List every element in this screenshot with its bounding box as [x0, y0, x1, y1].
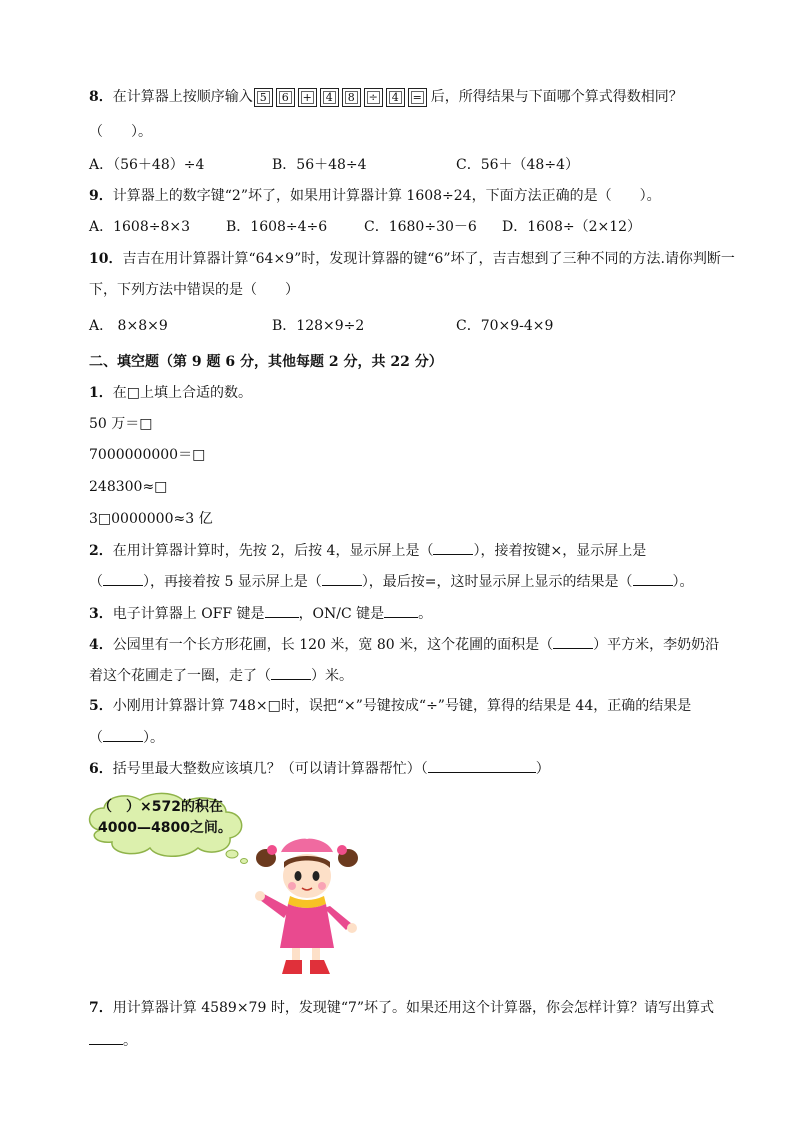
f5-text: 小刚用计算器计算 748×□时，误把“×”号键按成“÷”号键，算得的结果是 44，正确的结果是: [112, 698, 692, 714]
f7-number: 7．: [89, 1000, 113, 1016]
answer-blank[interactable]: [271, 665, 311, 680]
q8-key-sequence: [254, 88, 430, 107]
f1-item: 7000000000＝□: [89, 447, 206, 463]
f6-line: [89, 758, 550, 779]
q10-text-1: 吉吉在用计算器计算“64×9”时，发现计算器的键“6”坏了，吉吉想到了三种不同的方法.请你判断一: [122, 251, 735, 267]
f7-line: [89, 998, 714, 1018]
q10-number: 10．: [89, 251, 123, 267]
bubble-line-1: （ ）×572的积在: [98, 799, 223, 815]
f2-line-2: [89, 571, 694, 592]
answer-blank[interactable]: [89, 1030, 123, 1045]
calc-key: 6: [276, 88, 295, 107]
f5-text: （: [89, 730, 103, 746]
f4-number: 4．: [89, 637, 113, 653]
f6-number: 6．: [89, 761, 113, 777]
cartoon-girl-illustration: [252, 828, 362, 978]
answer-blank[interactable]: [633, 571, 673, 586]
answer-blank[interactable]: [384, 603, 418, 618]
f2-text: （: [89, 574, 103, 590]
f1-item: 50 万＝□: [89, 416, 153, 432]
f1-number: 1．: [89, 385, 113, 401]
q10-option-c: C．70×9-4×9: [456, 318, 554, 334]
f2-text: ）。: [672, 574, 694, 590]
f2-text: 在用计算器计算时，先按 2，后按 4，显示屏上是（: [112, 543, 434, 559]
q8-line: [89, 87, 683, 107]
q8-option-c: C．56＋（48÷4）: [456, 157, 579, 173]
q10-line-2: 下，下列方法中错误的是（ ）: [89, 282, 299, 298]
calc-key: ÷: [364, 88, 383, 107]
answer-blank[interactable]: [433, 540, 473, 555]
calc-key: 4: [386, 88, 405, 107]
f3-number: 3．: [89, 606, 113, 622]
f3-text: 。: [418, 606, 433, 622]
f1-line: [89, 383, 252, 403]
calc-key: +: [298, 88, 317, 107]
q8-option-b: B．56＋48÷4: [272, 157, 367, 173]
f5-text: ）。: [143, 730, 164, 746]
answer-blank[interactable]: [103, 571, 143, 586]
q9-option-d: D．1608÷（2×12）: [502, 219, 642, 235]
f3-line: [89, 603, 432, 624]
f4-text: 公园里有一个长方形花圃，长 120 米，宽 80 米，这个花圃的面积是（: [112, 637, 554, 653]
f5-line-1: [89, 696, 691, 716]
q10-option-b: B．128×9÷2: [272, 318, 365, 334]
f3-text: 电子计算器上 OFF 键是: [112, 606, 265, 622]
f2-line-1: [89, 540, 646, 561]
q9-text: 计算器上的数字键“2”坏了，如果用计算器计算 1608÷24，下面方法正确的是（ ）。: [112, 188, 661, 204]
answer-blank[interactable]: [428, 758, 536, 773]
f7-text: 用计算器计算 4589×79 时，发现键“7”坏了。如果还用这个计算器，你会怎样计算？请写出算式: [112, 1000, 715, 1016]
q10-option-a: A． 8×8×9: [89, 318, 168, 334]
f1-text: 在□上填上合适的数。: [112, 385, 252, 401]
answer-blank[interactable]: [265, 603, 299, 618]
f6-text: ）: [535, 761, 550, 777]
calc-key: 5: [254, 88, 273, 107]
f2-text: ），再接着按 5 显示屏上是（: [143, 574, 322, 590]
calc-key: =: [408, 88, 427, 107]
q9-option-c: C．1680÷30－6: [364, 219, 477, 235]
f5-number: 5．: [89, 698, 113, 714]
q8-number: 8．: [89, 89, 113, 105]
answer-blank[interactable]: [553, 634, 593, 649]
q8-option-a: A．（56＋48）÷4: [89, 157, 205, 173]
answer-blank[interactable]: [322, 571, 362, 586]
q9-number: 9．: [89, 188, 113, 204]
section-2-heading: 二、填空题（第 9 题 6 分，其他每题 2 分，共 22 分）: [89, 354, 443, 370]
f4-text: 着这个花圃走了一圈，走了（: [89, 668, 271, 684]
f7-answer-line: [89, 1030, 137, 1051]
q9-line: [89, 186, 661, 206]
f4-text: ）平方米，李奶奶沿: [593, 637, 720, 653]
q8-prefix: 在计算器上按顺序输入: [112, 89, 253, 105]
f7-text: 。: [123, 1033, 137, 1049]
f3-text: ，ON/C 键是: [298, 606, 385, 622]
q9-option-b: B．1608÷4÷6: [226, 219, 328, 235]
f6-text: 括号里最大整数应该填几？（可以请计算器帮忙）（: [112, 761, 428, 777]
f2-text: ），最后按=，这时显示屏上显示的结果是（: [361, 574, 633, 590]
q8-paren: （ ）。: [89, 124, 152, 140]
calc-key: 8: [342, 88, 361, 107]
f4-line-2: [89, 665, 353, 686]
q10-line-1: [89, 249, 735, 269]
f1-item: 248300≈□: [89, 479, 168, 495]
f4-line-1: [89, 634, 719, 655]
q9-option-a: A．1608÷8×3: [89, 219, 191, 235]
f1-item: 3□0000000≈3 亿: [89, 511, 213, 527]
q8-suffix: 后，所得结果与下面哪个算式得数相同？: [430, 89, 683, 105]
answer-blank[interactable]: [103, 727, 143, 742]
f2-number: 2．: [89, 543, 113, 559]
f5-line-2: [89, 727, 164, 748]
calc-key: 4: [320, 88, 339, 107]
bubble-line-2: 4000—4800之间。: [98, 820, 232, 836]
bubble-text: [98, 797, 232, 839]
f4-text: ）米。: [311, 668, 353, 684]
f2-text: ），接着按键×，显示屏上是: [473, 543, 647, 559]
